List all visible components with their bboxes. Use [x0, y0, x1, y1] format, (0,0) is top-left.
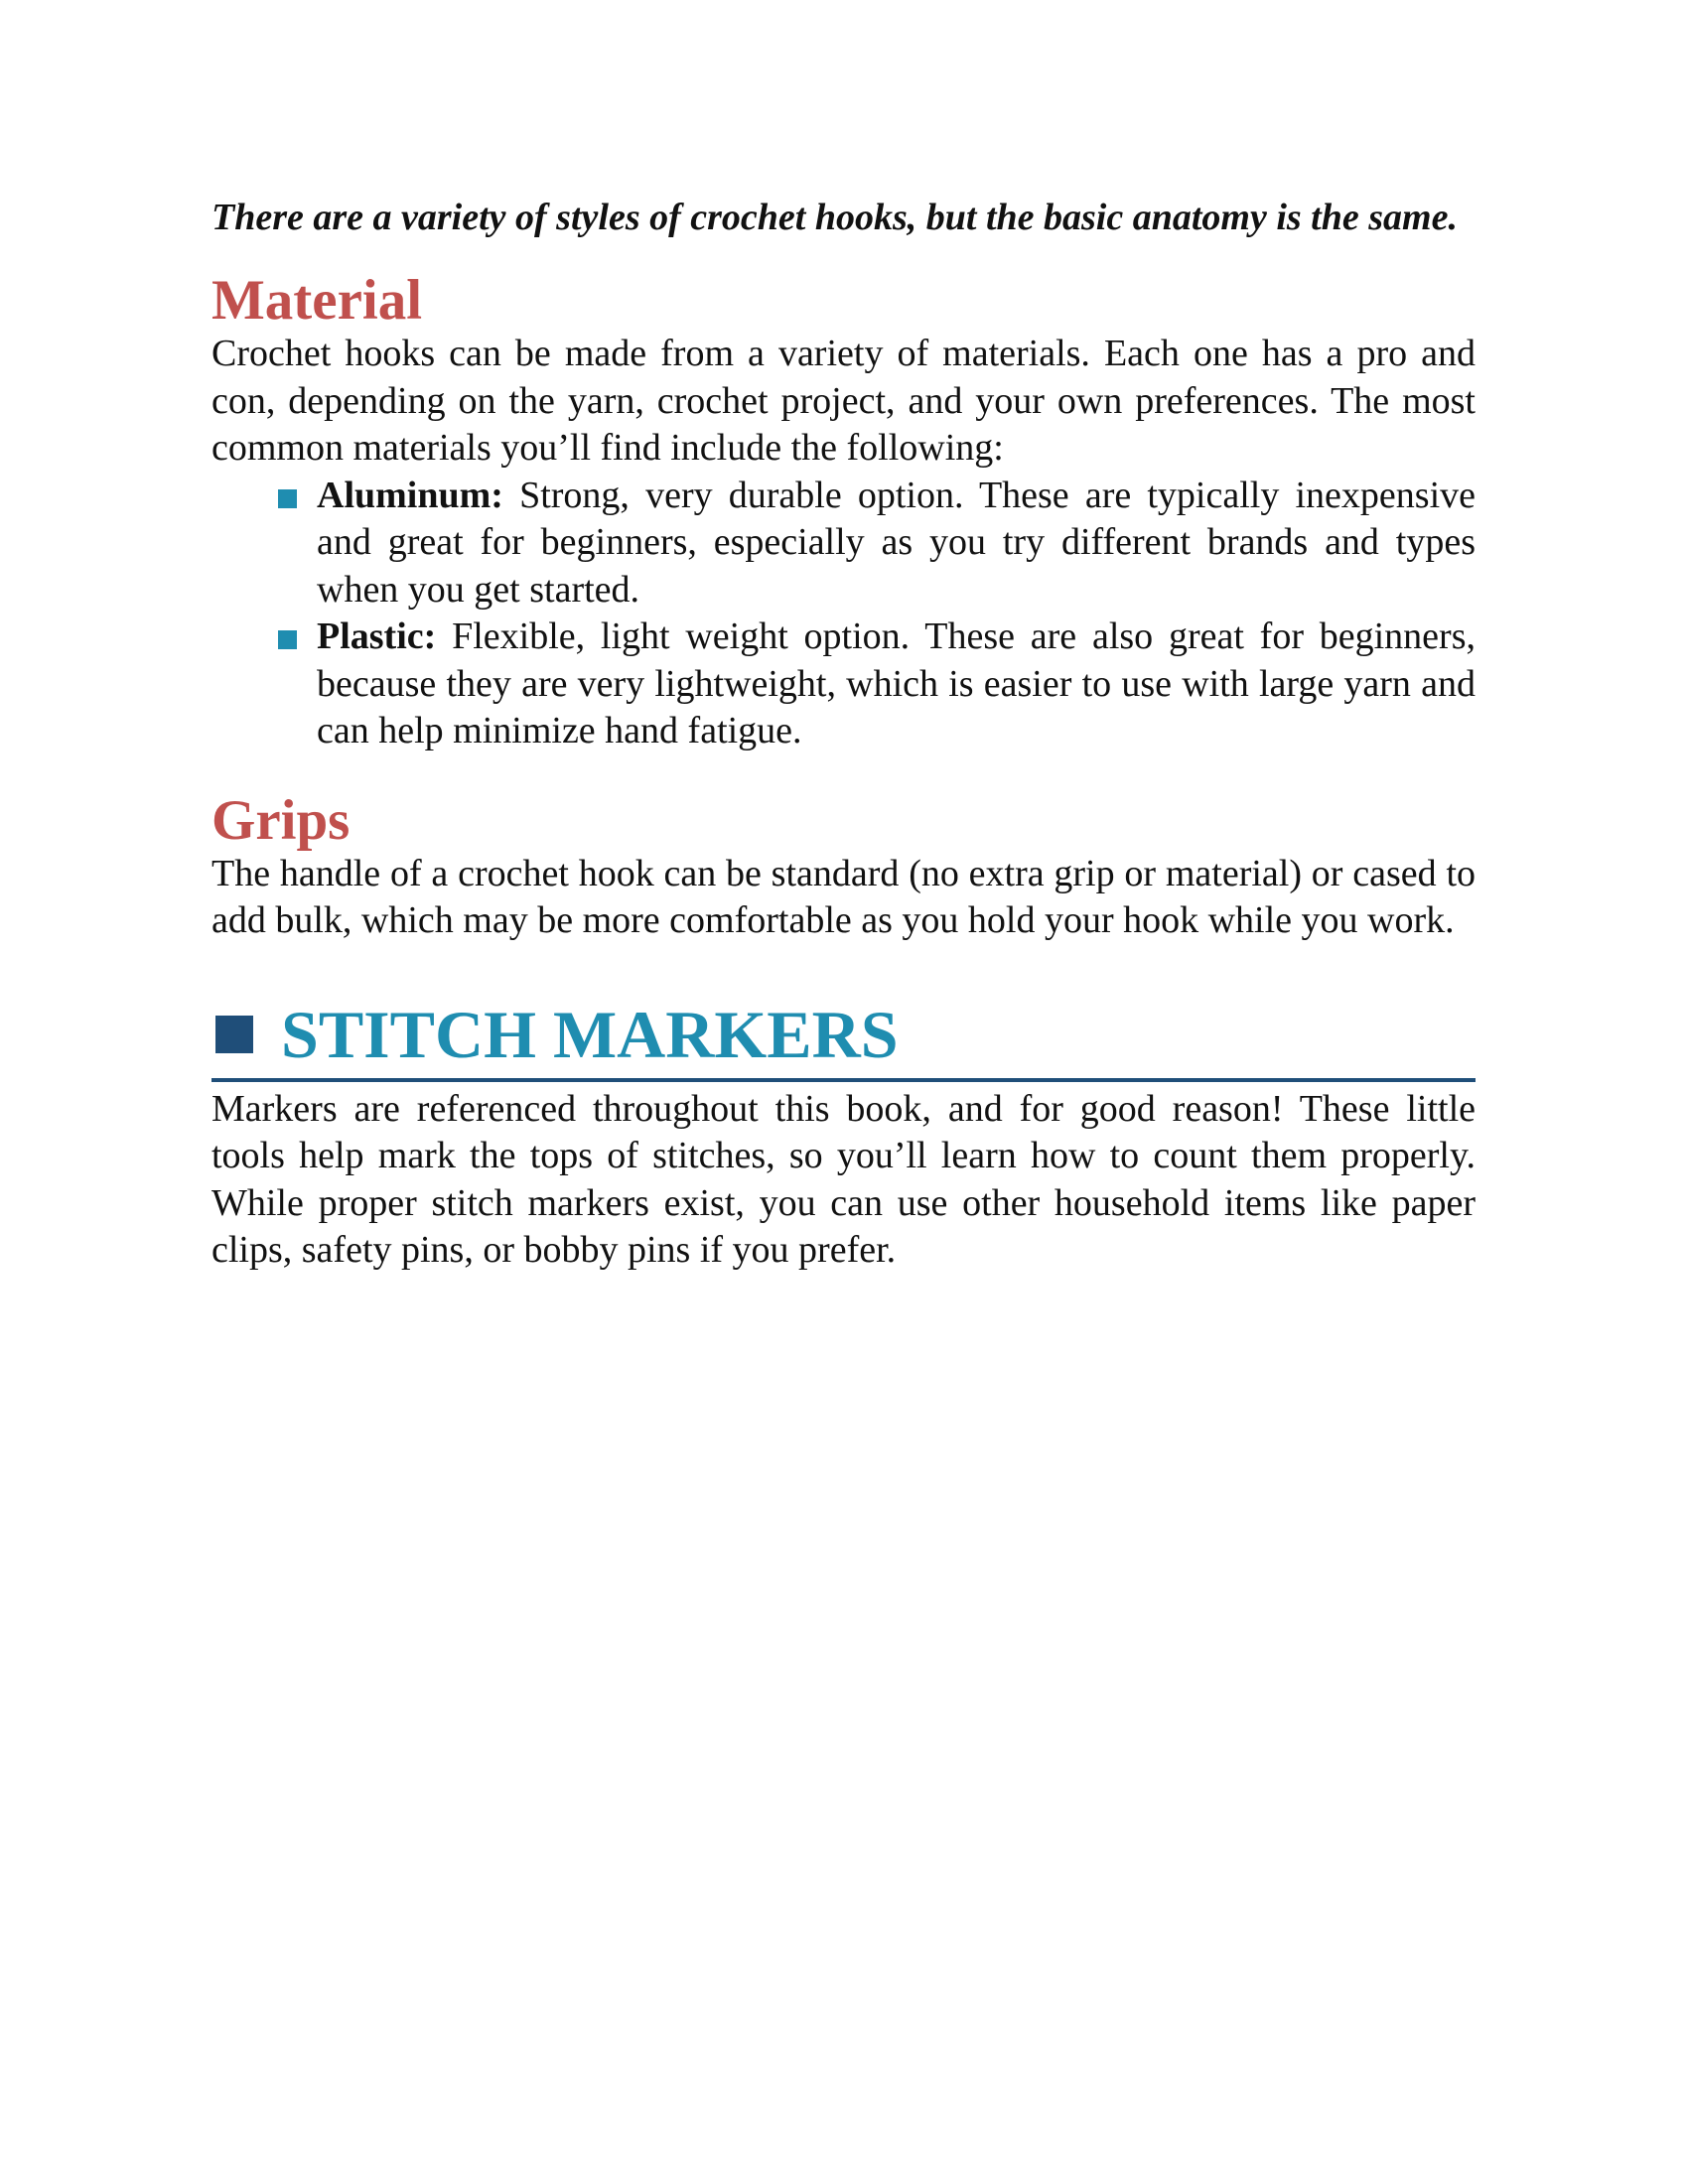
material-intro: Crochet hooks can be made from a variety of materials. Each one has a pro and con, depending on the yarn, crochet project, and your own preferences. The most common materials you’ll find include the following: — [211, 333, 1476, 469]
grips-heading: Grips — [211, 788, 351, 852]
list-item-text: Strong, very durable option. These are typically inexpensive and great for beginners, especially as you try different brands and types when you get started. — [317, 474, 1476, 611]
material-list — [211, 473, 1476, 755]
figure-caption: There are a variety of styles of crochet hooks, but the basic anatomy is the same. — [211, 197, 1458, 238]
material-heading: Material — [211, 269, 423, 332]
list-item-term: Plastic: — [317, 615, 437, 657]
list-item — [317, 614, 1476, 755]
list-item-term: Aluminum: — [317, 474, 503, 516]
list-item-text: Flexible, light weight option. These are also great for beginners, because they are very lightweight, which is easier to use with large yarn and can help minimize hand fatigue. — [317, 615, 1476, 751]
grips-text: The handle of a crochet hook can be standard (no extra grip or material) or cased to add bulk, which may be more comfortable as you hold your hook while you work. — [211, 852, 1476, 941]
square-bullet-icon — [278, 489, 297, 508]
stitch-markers-heading: STITCH MARKERS — [281, 996, 899, 1072]
square-bullet-icon — [278, 630, 297, 649]
stitch-markers-section-title — [211, 995, 1476, 1074]
list-item — [317, 473, 1476, 614]
document-page — [211, 195, 1476, 1275]
square-bullet-icon — [215, 1016, 253, 1053]
stitch-markers-text: Markers are referenced throughout this book, and for good reason! These little tools help mark the tops of stitches, so you’ll learn how to count them properly. While proper stitch markers exist, you can use other household items like paper clips, safety pins, or bobby pins if you prefer. — [211, 1087, 1476, 1271]
section-divider — [211, 1078, 1476, 1082]
